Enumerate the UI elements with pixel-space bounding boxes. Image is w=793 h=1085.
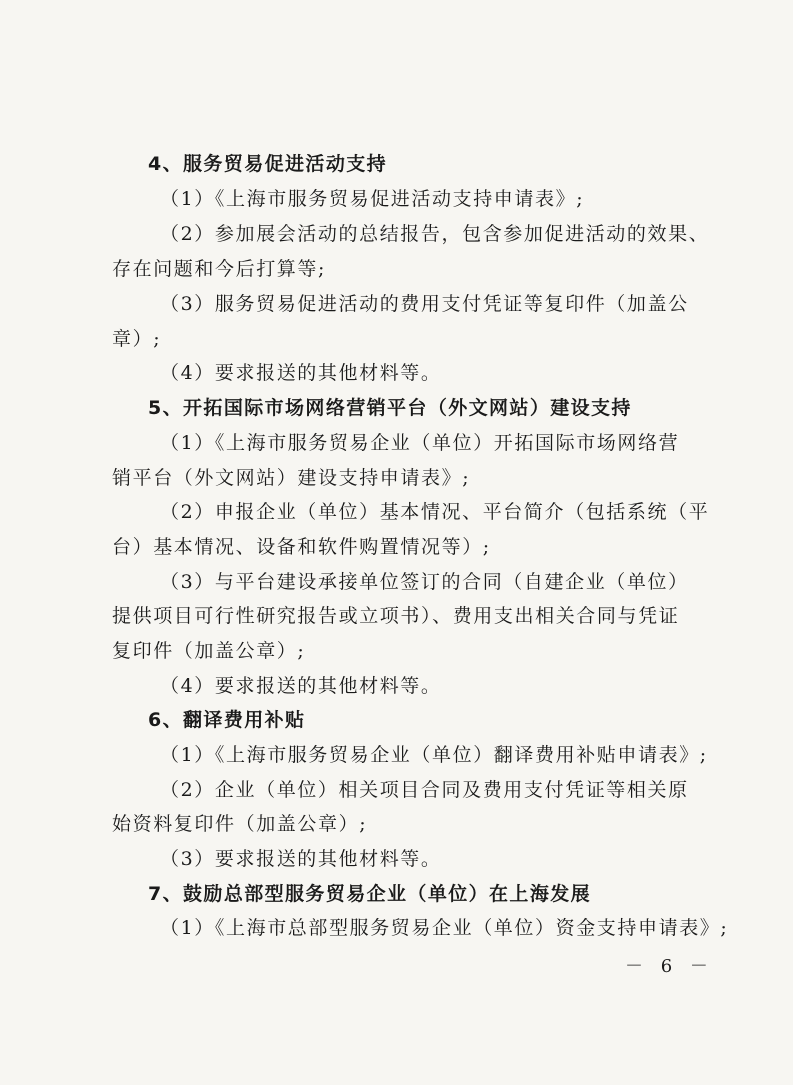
list-item-continuation: 销平台（外文网站）建设支持申请表》; bbox=[112, 467, 471, 489]
list-item: （2）申报企业（单位）基本情况、平台简介（包括系统（平 bbox=[160, 501, 710, 523]
list-item: （2）企业（单位）相关项目合同及费用支付凭证等相关原 bbox=[160, 779, 689, 801]
heading-section-4: 4、服务贸易促进活动支持 bbox=[148, 153, 388, 175]
heading-section-5: 5、开拓国际市场网络营销平台（外文网站）建设支持 bbox=[148, 397, 632, 419]
list-item: （1）《上海市服务贸易企业（单位）开拓国际市场网络营 bbox=[160, 432, 680, 454]
page-number: － 6 － bbox=[625, 956, 714, 977]
heading-section-7: 7、鼓励总部型服务贸易企业（单位）在上海发展 bbox=[148, 883, 592, 905]
list-item-continuation: 存在问题和今后打算等; bbox=[112, 258, 327, 280]
list-item: （3）与平台建设承接单位签订的合同（自建企业（单位） bbox=[160, 571, 689, 593]
list-item: （1）《上海市服务贸易促进活动支持申请表》; bbox=[160, 188, 585, 210]
list-item: （3）要求报送的其他材料等。 bbox=[160, 848, 442, 870]
heading-section-6: 6、翻译费用补贴 bbox=[148, 709, 306, 731]
list-item-continuation: 提供项目可行性研究报告或立项书）、费用支出相关合同与凭证 bbox=[112, 605, 680, 627]
list-item: （1）《上海市总部型服务贸易企业（单位）资金支持申请表》; bbox=[160, 917, 729, 939]
list-item: （2）参加展会活动的总结报告，包含参加促进活动的效果、 bbox=[160, 223, 710, 245]
list-item: （4）要求报送的其他材料等。 bbox=[160, 362, 442, 384]
list-item-continuation: 始资料复印件（加盖公章）; bbox=[112, 813, 368, 835]
list-item: （1）《上海市服务贸易企业（单位）翻译费用补贴申请表》; bbox=[160, 744, 708, 766]
list-item: （3）服务贸易促进活动的费用支付凭证等复印件（加盖公 bbox=[160, 293, 689, 315]
list-item: （4）要求报送的其他材料等。 bbox=[160, 675, 442, 697]
list-item-continuation: 复印件（加盖公章）; bbox=[112, 640, 306, 662]
list-item-continuation: 台）基本情况、设备和软件购置情况等）; bbox=[112, 536, 491, 558]
list-item-continuation: 章）; bbox=[112, 328, 162, 350]
